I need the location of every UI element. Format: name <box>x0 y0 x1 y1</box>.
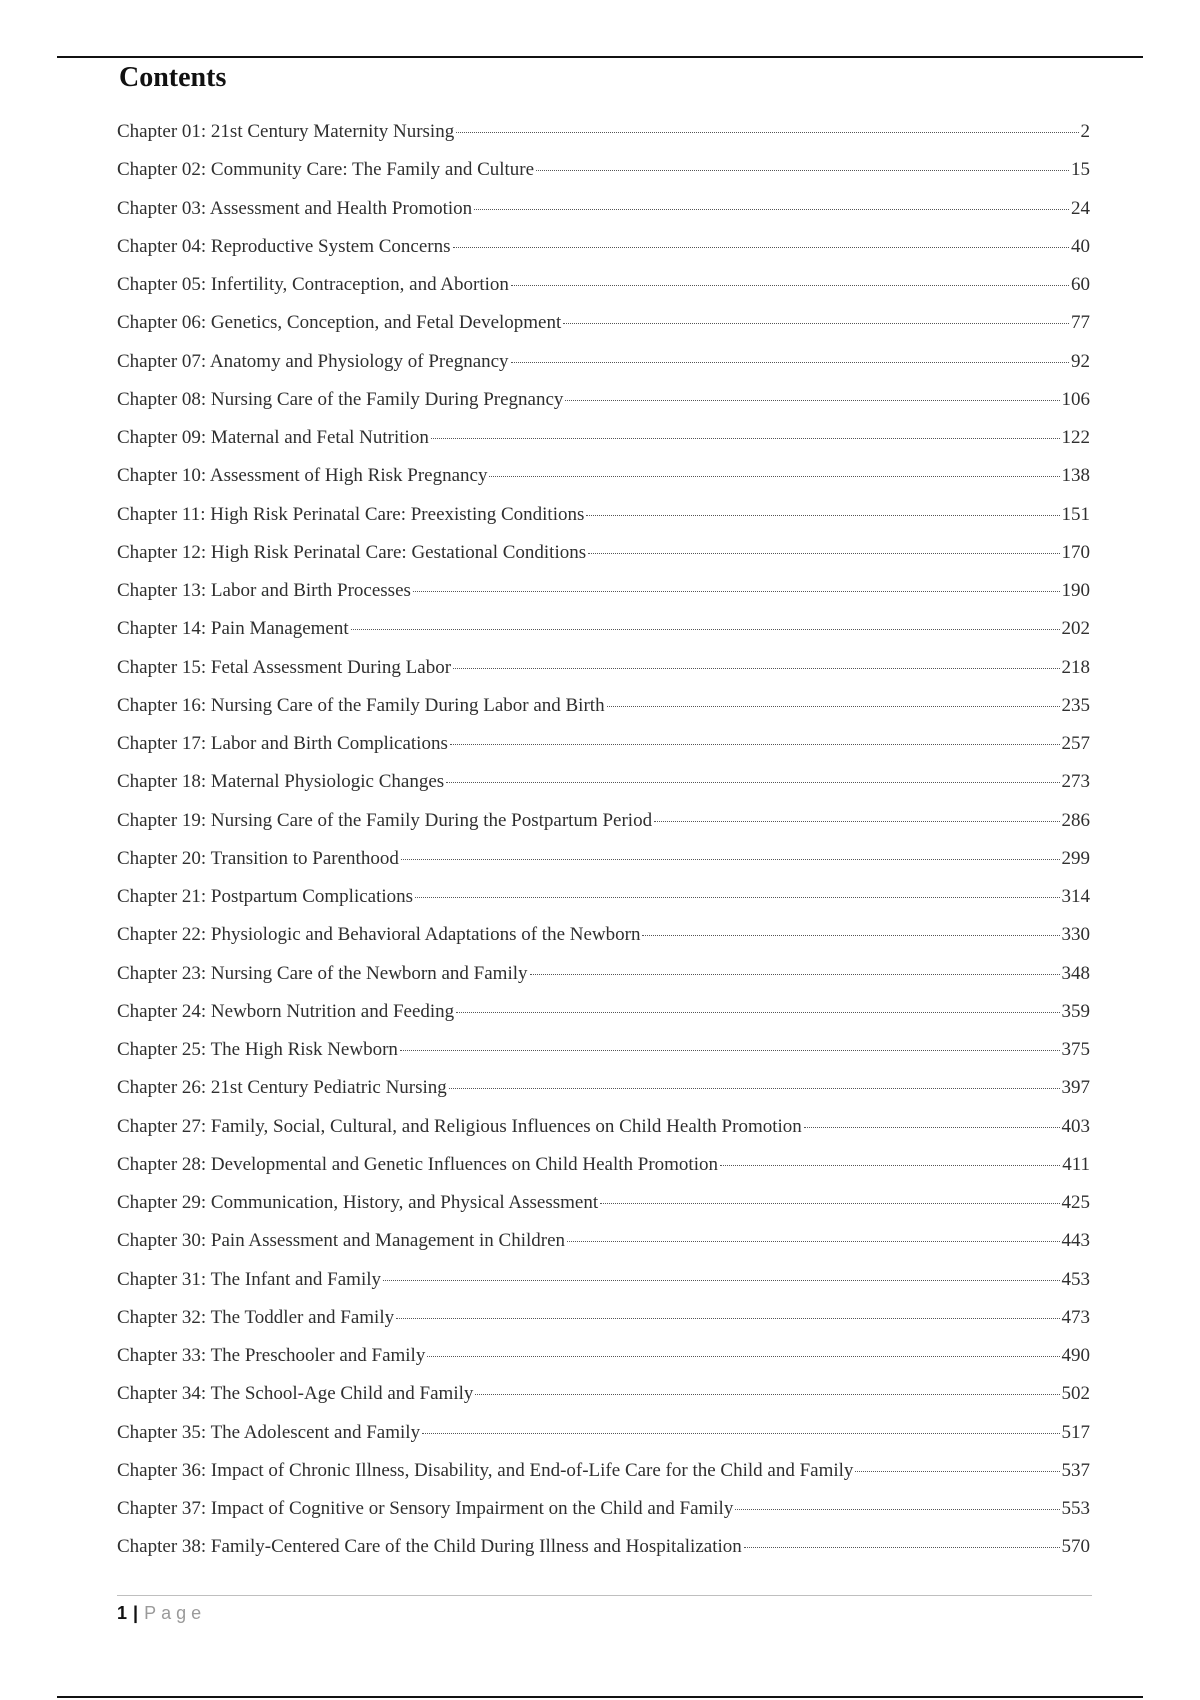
toc-entry[interactable] <box>117 1299 1090 1337</box>
dot-leader <box>720 1165 1060 1166</box>
toc-entry-page-number[interactable]: 411 <box>1062 1153 1090 1175</box>
toc-entry-title[interactable]: Chapter 10: Assessment of High Risk Pregnancy <box>117 465 488 487</box>
dot-leader <box>511 285 1069 286</box>
toc-entry[interactable] <box>117 534 1090 572</box>
toc-entry[interactable] <box>117 1452 1090 1490</box>
toc-entry-page-number[interactable]: 122 <box>1061 427 1090 448</box>
toc-entry-title[interactable]: Chapter 35: The Adolescent and Family <box>117 1421 421 1443</box>
toc-entry-title[interactable]: Chapter 01: 21st Century Maternity Nursing <box>117 121 455 142</box>
dot-leader <box>511 362 1069 363</box>
toc-entry-page-number[interactable]: 330 <box>1061 924 1090 946</box>
dot-leader <box>586 515 1059 516</box>
toc-entry[interactable] <box>117 1222 1090 1260</box>
dot-leader <box>450 744 1060 745</box>
toc-entry[interactable] <box>117 802 1090 840</box>
dot-leader <box>735 1509 1059 1510</box>
toc-entry-page-number[interactable]: 537 <box>1061 1459 1090 1481</box>
toc-entry-page-number[interactable]: 299 <box>1061 847 1090 869</box>
dot-leader <box>351 629 1060 630</box>
toc-entry-title[interactable]: Chapter 13: Labor and Birth Processes <box>117 580 411 601</box>
toc-entry[interactable] <box>117 1490 1090 1528</box>
toc-entry-title[interactable]: Chapter 22: Physiologic and Behavioral Adaptations of the Newborn <box>117 924 641 946</box>
contents-heading: Contents <box>119 62 227 93</box>
dot-leader <box>453 247 1070 248</box>
dot-leader <box>427 1356 1059 1357</box>
dot-leader <box>563 323 1069 324</box>
toc-entry[interactable] <box>117 955 1090 993</box>
toc-entry-page-number[interactable]: 453 <box>1061 1268 1090 1290</box>
toc-entry-page-number[interactable]: 190 <box>1061 580 1090 601</box>
toc-entry-title[interactable]: Chapter 33: The Preschooler and Family <box>117 1345 426 1366</box>
toc-entry[interactable] <box>117 916 1090 954</box>
toc-entry-page-number[interactable]: 397 <box>1061 1077 1090 1099</box>
toc-entry-title[interactable]: Chapter 37: Impact of Cognitive or Sensory Impairment on the Child and Family <box>117 1498 734 1519</box>
toc-entry-title[interactable]: Chapter 30: Pain Assessment and Management in Children <box>117 1230 566 1252</box>
toc-entry-page-number[interactable]: 202 <box>1061 618 1090 640</box>
toc-entry-page-number[interactable]: 425 <box>1061 1192 1090 1213</box>
toc-entry-page-number[interactable]: 443 <box>1061 1230 1090 1252</box>
toc-entry-title[interactable]: Chapter 19: Nursing Care of the Family During the Postpartum Period <box>117 809 653 831</box>
dot-leader <box>446 782 1059 783</box>
toc-entry[interactable] <box>117 1031 1090 1069</box>
footer-page-number: 1 <box>117 1603 128 1623</box>
toc-entry-page-number[interactable]: 218 <box>1061 656 1090 678</box>
toc-entry-title[interactable]: Chapter 20: Transition to Parenthood <box>117 847 399 869</box>
toc-entry[interactable] <box>117 419 1090 457</box>
footer-page-label: Page <box>144 1603 207 1623</box>
toc-entry-page-number[interactable]: 473 <box>1061 1306 1090 1328</box>
toc-entry-title[interactable]: Chapter 34: The School-Age Child and Family <box>117 1383 474 1405</box>
toc-entry-page-number[interactable]: 15 <box>1071 159 1090 181</box>
dot-leader <box>449 1088 1060 1089</box>
toc-entry[interactable] <box>117 304 1090 342</box>
toc-entry-title[interactable]: Chapter 31: The Infant and Family <box>117 1268 382 1290</box>
dot-leader <box>456 132 1078 133</box>
dot-leader <box>456 1012 1059 1013</box>
dot-leader <box>567 1241 1059 1242</box>
toc-entry[interactable] <box>117 496 1090 534</box>
toc-entry[interactable] <box>117 763 1090 801</box>
table-of-contents <box>117 113 1090 1567</box>
toc-entry-title[interactable]: Chapter 15: Fetal Assessment During Labor <box>117 656 452 678</box>
toc-entry[interactable] <box>117 457 1090 495</box>
toc-entry[interactable] <box>117 113 1090 151</box>
dot-leader <box>600 1203 1059 1204</box>
toc-entry-page-number[interactable]: 314 <box>1061 886 1090 907</box>
toc-entry[interactable] <box>117 1375 1090 1413</box>
toc-entry-title[interactable]: Chapter 04: Reproductive System Concerns <box>117 235 451 257</box>
toc-entry-title[interactable]: Chapter 07: Anatomy and Physiology of Pregnancy <box>117 350 509 372</box>
toc-entry-page-number[interactable]: 517 <box>1061 1421 1090 1443</box>
toc-entry-page-number[interactable]: 403 <box>1061 1115 1090 1137</box>
dot-leader <box>804 1127 1060 1128</box>
bottom-page-border <box>57 1696 1143 1698</box>
toc-entry-title[interactable]: Chapter 17: Labor and Birth Complications <box>117 733 448 754</box>
dot-leader <box>588 553 1059 554</box>
toc-entry-page-number[interactable]: 60 <box>1071 274 1090 295</box>
toc-entry[interactable] <box>117 572 1090 610</box>
toc-entry-page-number[interactable]: 375 <box>1061 1039 1090 1060</box>
toc-entry-page-number[interactable]: 502 <box>1061 1383 1090 1405</box>
toc-entry-title[interactable]: Chapter 02: Community Care: The Family and Culture <box>117 159 535 181</box>
toc-entry-page-number[interactable]: 359 <box>1061 1000 1090 1022</box>
toc-entry[interactable] <box>117 649 1090 687</box>
toc-entry[interactable] <box>117 1184 1090 1222</box>
dot-leader <box>401 859 1060 860</box>
dot-leader <box>654 821 1059 822</box>
toc-entry-title[interactable]: Chapter 26: 21st Century Pediatric Nursing <box>117 1077 447 1099</box>
dot-leader <box>642 935 1059 936</box>
dot-leader <box>431 438 1060 439</box>
footer-separator: | <box>133 1603 139 1623</box>
toc-entry[interactable] <box>117 343 1090 381</box>
toc-entry-page-number[interactable]: 151 <box>1061 503 1090 525</box>
toc-entry-page-number[interactable]: 257 <box>1061 733 1090 754</box>
toc-entry[interactable] <box>117 228 1090 266</box>
toc-entry[interactable] <box>117 1146 1090 1184</box>
toc-entry[interactable] <box>117 1069 1090 1107</box>
toc-entry-title[interactable]: Chapter 14: Pain Management <box>117 618 349 640</box>
toc-entry[interactable] <box>117 610 1090 648</box>
toc-entry-title[interactable]: Chapter 05: Infertility, Contraception, and Abortion <box>117 274 509 295</box>
toc-entry[interactable] <box>117 840 1090 878</box>
toc-entry-title[interactable]: Chapter 18: Maternal Physiologic Changes <box>117 771 445 793</box>
dot-leader <box>530 974 1060 975</box>
dot-leader <box>744 1547 1060 1548</box>
toc-entry-title[interactable]: Chapter 32: The Toddler and Family <box>117 1306 395 1328</box>
dot-leader <box>413 591 1060 592</box>
toc-entry[interactable] <box>117 190 1090 228</box>
toc-entry[interactable] <box>117 1337 1090 1375</box>
dot-leader <box>383 1280 1059 1281</box>
dot-leader <box>475 1394 1059 1395</box>
toc-entry-page-number[interactable]: 138 <box>1061 465 1090 487</box>
toc-entry-title[interactable]: Chapter 29: Communication, History, and Physical Assessment <box>117 1192 599 1213</box>
toc-entry[interactable] <box>117 878 1090 916</box>
dot-leader <box>396 1318 1059 1319</box>
toc-entry[interactable] <box>117 1528 1090 1566</box>
toc-entry-title[interactable]: Chapter 06: Genetics, Conception, and Fetal Development <box>117 312 562 334</box>
toc-entry[interactable] <box>117 151 1090 189</box>
dot-leader <box>422 1433 1059 1434</box>
toc-entry-title[interactable]: Chapter 09: Maternal and Fetal Nutrition <box>117 427 429 448</box>
dot-leader <box>400 1050 1060 1051</box>
toc-entry-title[interactable]: Chapter 08: Nursing Care of the Family During Pregnancy <box>117 388 564 410</box>
toc-entry-title[interactable]: Chapter 03: Assessment and Health Promotion <box>117 197 473 219</box>
toc-entry-title[interactable]: Chapter 36: Impact of Chronic Illness, Disability, and End-of-Life Care for the Child and Family <box>117 1459 854 1481</box>
toc-entry-title[interactable]: Chapter 24: Newborn Nutrition and Feeding <box>117 1000 455 1022</box>
dot-leader <box>607 706 1060 707</box>
toc-entry-page-number[interactable]: 348 <box>1061 962 1090 984</box>
toc-entry[interactable] <box>117 381 1090 419</box>
toc-entry-page-number[interactable]: 490 <box>1061 1345 1090 1366</box>
dot-leader <box>453 668 1059 669</box>
dot-leader <box>565 400 1059 401</box>
toc-entry[interactable] <box>117 993 1090 1031</box>
toc-entry[interactable] <box>117 1414 1090 1452</box>
dot-leader <box>415 897 1059 898</box>
dot-leader <box>489 476 1059 477</box>
page-footer <box>117 1600 206 1626</box>
footer-divider <box>117 1595 1092 1596</box>
toc-entry-page-number[interactable]: 24 <box>1071 197 1090 219</box>
toc-entry[interactable] <box>117 725 1090 763</box>
toc-entry-page-number[interactable]: 286 <box>1061 809 1090 831</box>
toc-entry-title[interactable]: Chapter 23: Nursing Care of the Newborn and Family <box>117 962 528 984</box>
toc-entry-title[interactable]: Chapter 25: The High Risk Newborn <box>117 1039 398 1060</box>
toc-entry-title[interactable]: Chapter 11: High Risk Perinatal Care: Preexisting Conditions <box>117 503 585 525</box>
toc-entry-title[interactable]: Chapter 16: Nursing Care of the Family During Labor and Birth <box>117 694 605 716</box>
toc-entry[interactable] <box>117 1261 1090 1299</box>
toc-entry-page-number[interactable]: 77 <box>1071 312 1090 334</box>
dot-leader <box>536 170 1069 171</box>
dot-leader <box>474 209 1069 210</box>
toc-entry-page-number[interactable]: 170 <box>1061 541 1090 563</box>
dot-leader <box>855 1471 1059 1472</box>
toc-entry-page-number[interactable]: 92 <box>1071 350 1090 372</box>
toc-entry[interactable] <box>117 266 1090 304</box>
toc-entry-title[interactable]: Chapter 12: High Risk Perinatal Care: Gestational Conditions <box>117 541 587 563</box>
toc-entry-page-number[interactable]: 235 <box>1061 694 1090 716</box>
toc-entry-page-number[interactable]: 553 <box>1061 1498 1090 1519</box>
toc-entry-title[interactable]: Chapter 27: Family, Social, Cultural, and Religious Influences on Child Health Promotion <box>117 1115 802 1137</box>
toc-entry-page-number[interactable]: 273 <box>1061 771 1090 793</box>
toc-entry-title[interactable]: Chapter 21: Postpartum Complications <box>117 886 414 907</box>
toc-entry[interactable] <box>117 687 1090 725</box>
toc-entry-title[interactable]: Chapter 28: Developmental and Genetic Influences on Child Health Promotion <box>117 1153 718 1175</box>
toc-entry-page-number[interactable]: 106 <box>1061 388 1090 410</box>
toc-entry[interactable] <box>117 1108 1090 1146</box>
toc-entry-page-number[interactable]: 40 <box>1071 235 1090 257</box>
toc-entry-page-number[interactable]: 570 <box>1061 1536 1090 1558</box>
toc-entry-title[interactable]: Chapter 38: Family-Centered Care of the Child During Illness and Hospitalization <box>117 1536 742 1558</box>
toc-entry-page-number[interactable]: 2 <box>1080 121 1090 142</box>
